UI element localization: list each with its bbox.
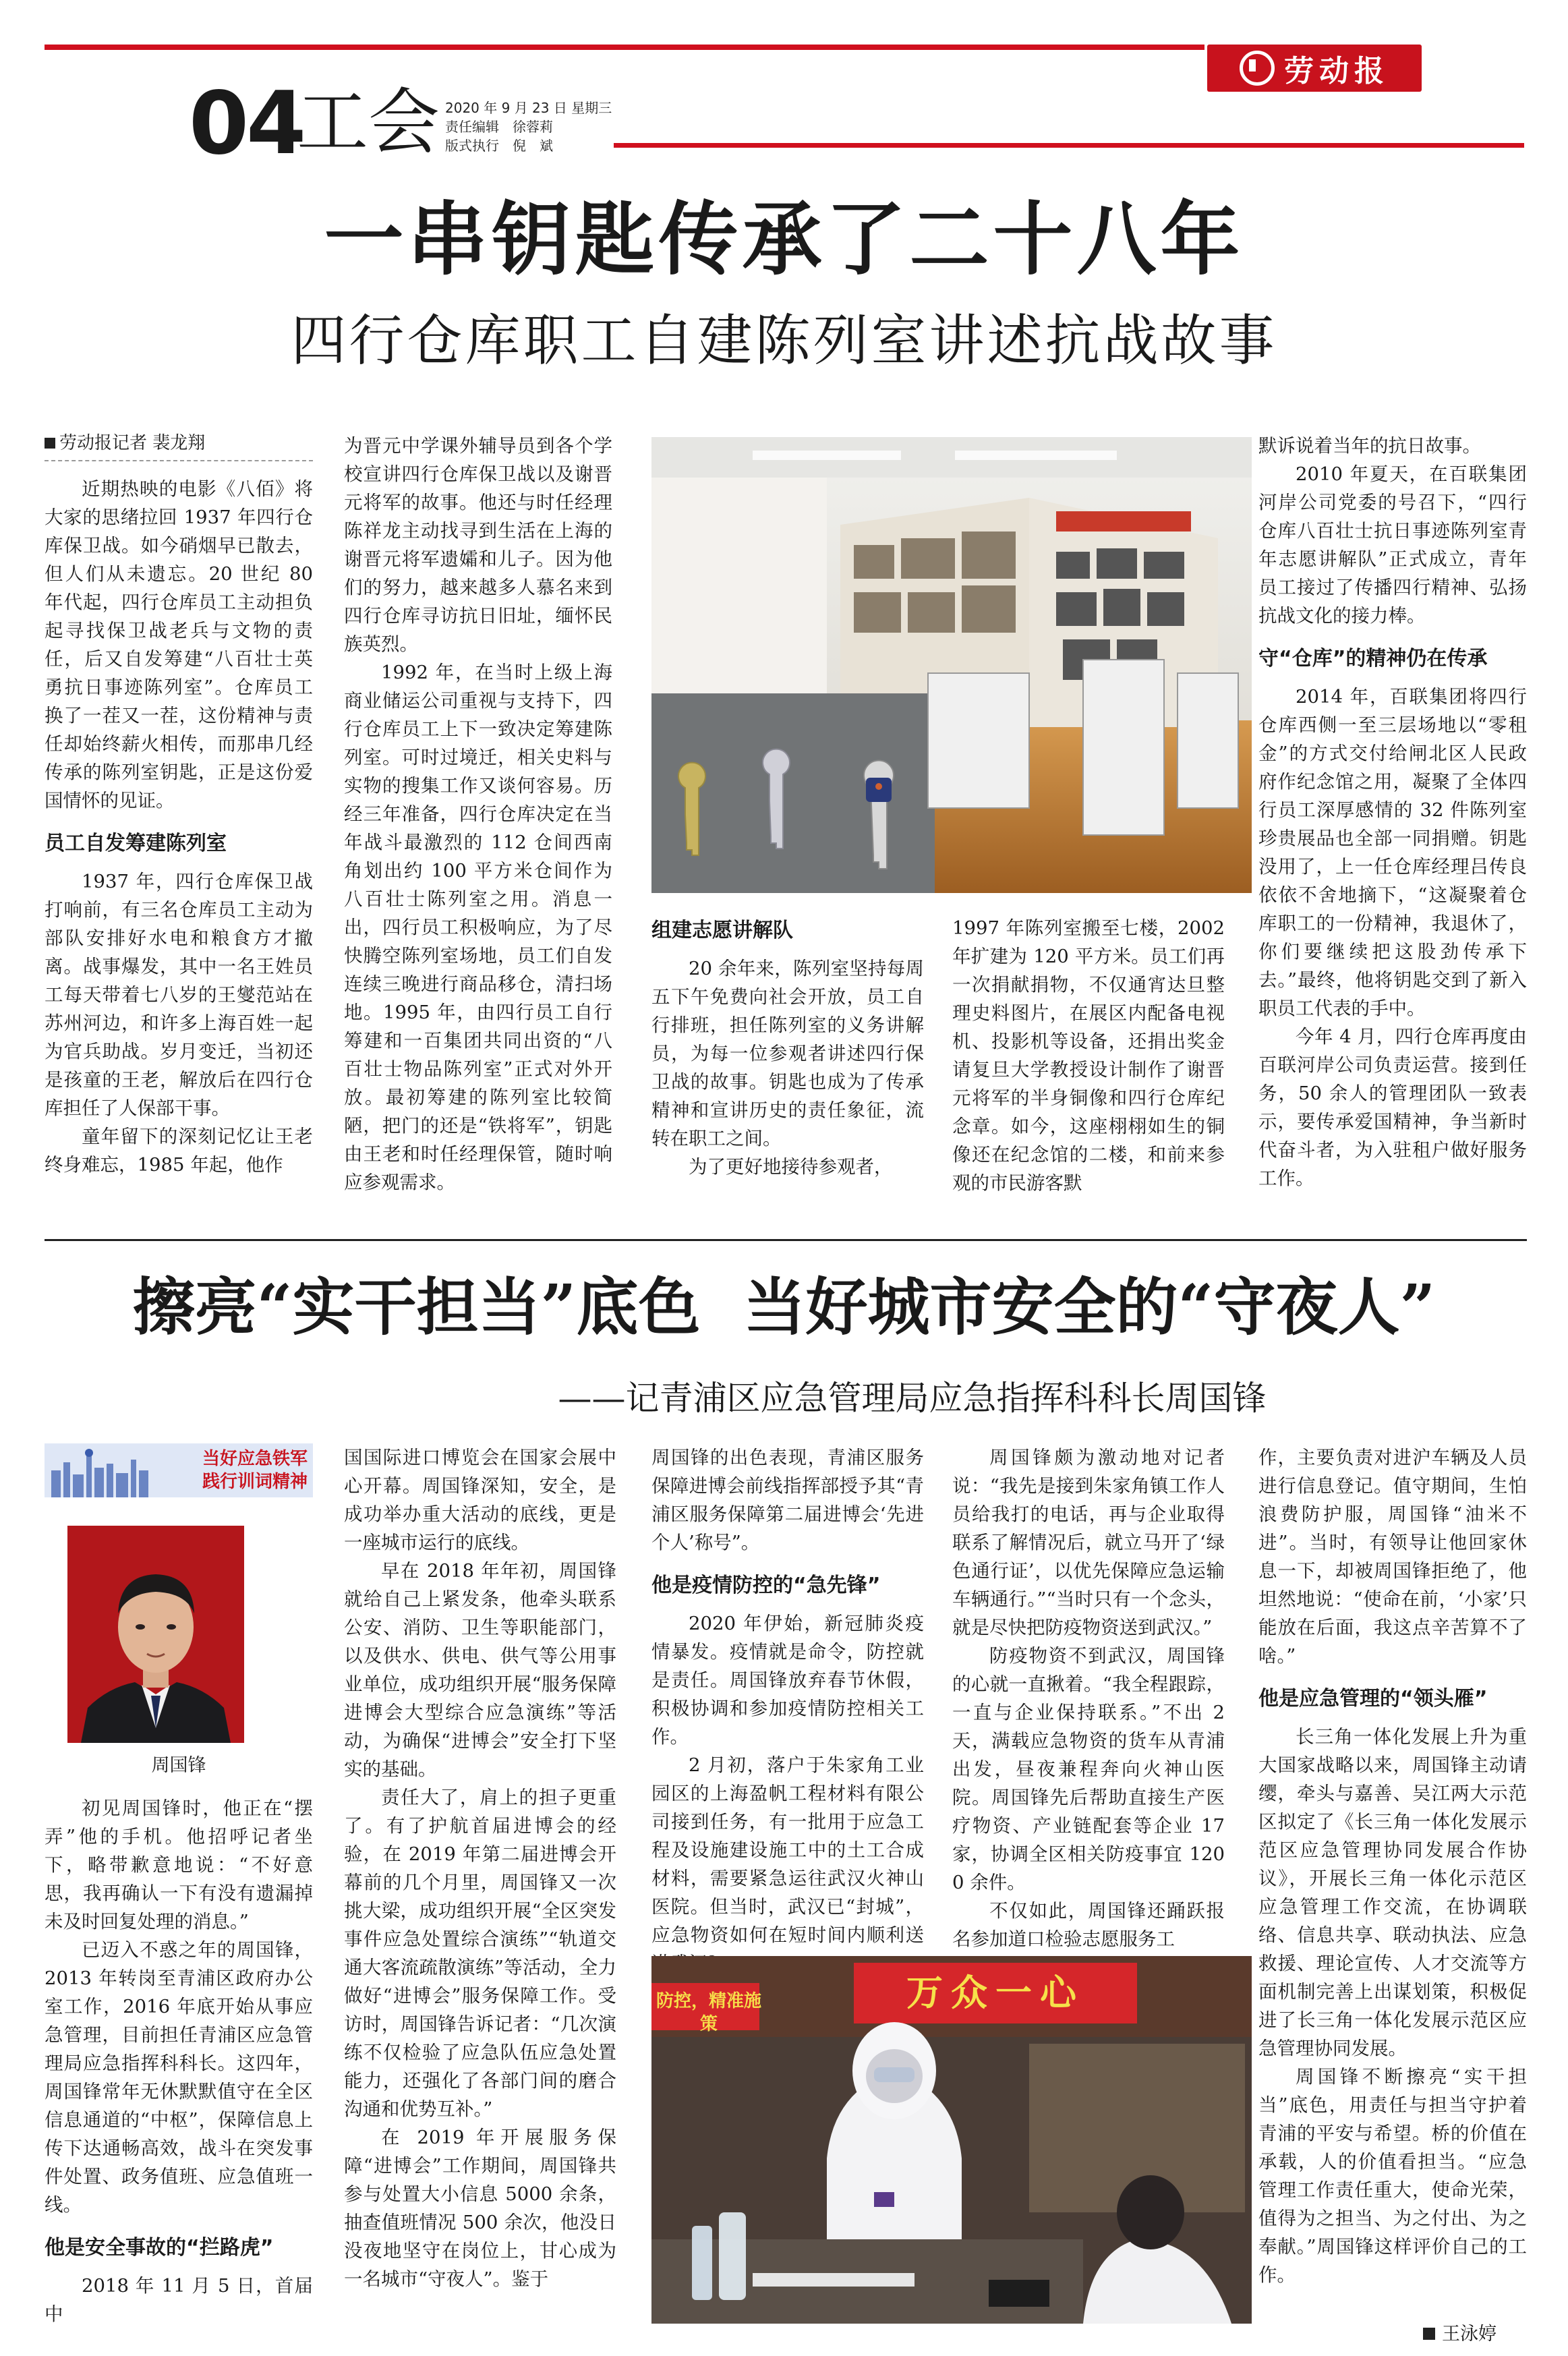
paragraph: 童年留下的深刻记忆让王老终身难忘，1985 年起，他作 — [45, 1126, 313, 1176]
portrait-caption: 周国锋 — [151, 1755, 206, 1776]
paragraph: 为了更好地接待参观者， — [689, 1156, 893, 1178]
top-red-rule — [45, 45, 1204, 50]
article1-column-5 — [1258, 432, 1527, 1194]
paragraph: 2010 年夏天，在百联集团河岸公司党委的号召下，“四行仓库八百壮士抗日事迹陈列室青年志愿讲解队”正式成立，青年员工接过了传播四行精神、弘扬抗战文化的接力棒。 — [1258, 463, 1527, 627]
article1-title: 一串钥匙传承了二十八年 — [324, 192, 1244, 286]
issue-date: 2020 年 9 月 23 日 星期三 — [445, 100, 612, 116]
paragraph: 作，主要负责对进沪车辆及人员进行信息登记。值守期间，生怕浪费防护服，周国锋“油米不进”。当时，有领导让他回家休息一下，却被周国锋拒绝了，他坦然地说：“使命在前，‘小家’只能放在后面，我这点辛苦算不了啥。” — [1258, 1447, 1527, 1667]
paragraph: 防疫物资不到武汉，周国锋的心就一直揪着。“我全程跟踪，一直与企业保持联系。”不出 2 天，满载应急物资的货车从青浦出发，昼夜兼程奔向火神山医院。周国锋先后帮助直接生产医疗物资、产业链配套等企业 17 家，协调全区相关防疫事宜 1200 余件。 — [952, 1645, 1225, 1893]
subheading: 守“仓库”的精神仍在传承 — [1258, 647, 1488, 670]
article2-title: 擦亮“实干担当”底色 当好城市安全的“守夜人” — [132, 1271, 1436, 1344]
exhibition-room-photo — [651, 437, 1252, 893]
paragraph: 已迈入不惑之年的周国锋，2013 年转岗至青浦区政府办公室工作，2016 年底开始从事应急管理，目前担任青浦区应急管理局应急指挥科科长。这四年，周国锋常年无休默默值守在全区信息通道的“中枢”，保障信息上传下达通畅高效，战斗在突发事件处置、政务值班、应急值班一线。 — [45, 1939, 313, 2216]
paragraph: 长三角一体化发展上升为重大国家战略以来，周国锋主动请缨，牵头与嘉善、吴江两大示范区拟定了《长三角一体化发展示范区应急管理协同发展合作协议》，开展长三角一体化示范区应急管理工作交流，在协调联络、信息共享、联动执法、应急救援、理论宣传、人才交流等方面机制完善上出谋划策，积极促进了长三角一体化发展示范区应急管理协同发展。 — [1258, 1726, 1527, 2059]
paragraph: 不仅如此，周国锋还踊跃报名参加道口检验志愿服务工 — [952, 1900, 1225, 1950]
section-name: 工会 — [297, 81, 440, 164]
editor-credit: 责任编辑 徐蓉莉 — [445, 119, 553, 135]
paragraph: 周国锋颇为激动地对记者说：“我先是接到朱家角镇工作人员给我打的电话，再与企业取得联系了解情况后，就立马开了‘绿色通行证’，以优先保障应急运输车辆通行。”“当时只有一个念头，就是尽快把防疫物资送到武汉。” — [952, 1447, 1225, 1638]
article1-column-1 — [45, 432, 313, 1194]
paragraph: 1992 年，在当时上级上海商业储运公司重视与支持下，四行仓库员工上下一致决定筹建陈列室。可时过境迁，相关史料与实物的搜集工作又谈何容易。历经三年准备，四行仓库决定在当年战斗最激烈的 112 仓间西南角划出约 100 平方米仓间作为八百壮士陈列室之用。消息一出，四行员工积极响应，为了尽快腾空陈列室场地，员工们自发连续三晚进行商品移仓，清扫场地。1995 年，由四行员工自行筹建和一百集团共同出资的“八百壮士物品陈列室”正式对外开放。最初筹建的陈列室比较简陋，把门的还是“铁将军”，钥匙由王老和时任经理保管，随时响应参观需求。 — [344, 662, 612, 1193]
article1-subtitle: 四行仓库职工自建陈列室讲述抗战故事 — [291, 309, 1277, 373]
paragraph: 2018 年 11 月 5 日，首届中 — [45, 2275, 313, 2325]
article2-column-2 — [344, 1443, 616, 2327]
exhibition-room-image — [651, 437, 1252, 893]
masthead-red-rule — [614, 143, 1524, 148]
layout-credit: 版式执行 倪 斌 — [445, 138, 553, 154]
paragraph: 周国锋的出色表现，青浦区服务保障进博会前线指挥部授予其“青浦区服务保障第二届进博会‘先进个人’称号”。 — [651, 1447, 924, 1553]
article2-column-4 — [952, 1443, 1225, 1950]
column-banner — [45, 1443, 313, 1497]
article2-column-5 — [1258, 1443, 1527, 2314]
paragraph: 责任大了，肩上的担子更重了。有了护航首届进博会的经验，在 2019 年第二届进博会开幕前的几个月里，周国锋又一次挑大梁，成功组织开展“全区突发事件应急处置综合演练”“轨道交通大客流疏散演练”等活动，全力做好“进博会”服务保障工作。受访时，周国锋告诉记者：“几次演练不仅检验了应急队伍应急处置能力，还强化了各部门间的磨合沟通和优势互补。” — [344, 1787, 616, 2120]
photo-banner-text: 万众一心 — [906, 1972, 1084, 2014]
epidemic-checkpoint-photo — [651, 1956, 1252, 2324]
article2-column-3 — [651, 1443, 924, 1946]
paragraph: 2020 年伊始，新冠肺炎疫情暴发。疫情就是命令，防控就是责任。周国锋放弃春节休假，积极协调和参加疫情防控相关工作。 — [651, 1613, 924, 1748]
logo-mark-icon — [1240, 51, 1275, 86]
subheading: 他是安全事故的“拦路虎” — [45, 2236, 274, 2260]
subheading: 他是应急管理的“领头雁” — [1258, 1687, 1488, 1711]
newspaper-logo — [1207, 45, 1422, 92]
paragraph: 20 余年来，陈列室坚持每周五下午免费向社会开放，员工自行排班，担任陈列室的义务讲解员，为每一位参观者讲述四行保卫战的故事。钥匙也成为了传承精神和宣讲历史的责任象征，流转在职工之间。 — [651, 958, 924, 1149]
article2-signature: 王泳婷 — [1423, 2319, 1497, 2345]
article1-byline: 劳动报记者 裴龙翔 — [45, 432, 313, 461]
article1-column-2 — [344, 432, 612, 1194]
article2-column-1 — [45, 1794, 313, 2327]
paragraph: 1997 年陈列室搬至七楼，2002 年扩建为 120 平方米。员工们再一次捐献捐物，不仅通宵达旦整理史料图片，在展区内配备电视机、投影机等设备，还捐出奖金请复旦大学教授设计制作了谢晋元将军的半身铜像和四行仓库纪念章。如今，这座栩栩如生的铜像还在纪念馆的二楼，和前来参观的市民游客默 — [952, 917, 1225, 1194]
paragraph: 在 2019 年开展服务保障“进博会”工作期间，周国锋共参与处置大小信息 5000 余条，抽查值班情况 500 余次，他没日没夜地坚守在岗位上，甘心成为一名城市“守夜人”。鉴于 — [344, 2127, 616, 2290]
subheading: 员工自发筹建陈列室 — [45, 832, 227, 855]
article-divider — [45, 1239, 1527, 1241]
paragraph: 为晋元中学课外辅导员到各个学校宣讲四行仓库保卫战以及谢晋元将军的故事。他还与时任经理陈祥龙主动找寻到生活在上海的谢晋元将军遗孀和儿子。因为他们的努力，越来越多人慕名来到四行仓库寻访抗日旧址，缅怀民族英烈。 — [344, 435, 612, 655]
paragraph: 默诉说着当年的抗日故事。 — [1258, 435, 1481, 457]
article1-column-4 — [952, 914, 1225, 1194]
portrait-photo — [67, 1526, 244, 1743]
paragraph: 今年 4 月，四行仓库再度由百联河岸公司负责运营。接到任务，50 余人的管理团队一致表示，要传承爱国精神，争当新时代奋斗者，为入驻租户做好服务工作。 — [1258, 1026, 1527, 1189]
photo-slogan: 防控，精准施策 — [656, 1991, 761, 2034]
subheading: 他是疫情防控的“急先锋” — [651, 1574, 881, 1597]
banner-line-1: 当好应急铁军 — [202, 1449, 308, 1469]
banner-line-2: 践行训词精神 — [202, 1472, 308, 1492]
portrait-image — [67, 1526, 244, 1743]
paragraph: 近期热映的电影《八佰》将大家的思绪拉回 1937 年四行仓库保卫战。如今硝烟早已散去，但人们从未遗忘。20 世纪 80 年代起，四行仓库员工主动担负起寻找保卫战老兵与文物的责任，后又自发筹建“八百壮士英勇抗日事迹陈列室”。仓库员工换了一茬又一茬，这份精神与责任却始终薪火相传，而那串几经传承的陈列室钥匙，正是这份爱国情怀的见证。 — [45, 478, 313, 811]
article2-subtitle: ——记青浦区应急管理局应急指挥科科长周国锋 — [558, 1379, 1267, 1418]
page-meta — [445, 98, 612, 155]
paragraph: 周国锋不断擦亮“实干担当”底色，用责任与担当守护着青浦的平安与希望。桥的价值在承载，人的价值看担当。“应急管理工作责任重大，使命光荣，值得为之担当、为之付出、为之奉献。”周国锋这样评价自己的工作。 — [1258, 2066, 1527, 2286]
subheading: 组建志愿讲解队 — [651, 919, 793, 942]
paragraph: 早在 2018 年年初，周国锋就给自己上紧发条，他牵头联系公安、消防、卫生等职能部门，以及供水、供电、供气等公用事业单位，成功组织开展“服务保障进博会大型综合应急演练”等活动，为确保“进博会”安全打下坚实的基础。 — [344, 1560, 616, 1780]
paragraph: 初见周国锋时，他正在“摆弄”他的手机。他招呼记者坐下，略带歉意地说：“不好意思，我再确认一下有没有遗漏掉未及时回复处理的消息。” — [45, 1798, 313, 1932]
paragraph: 1937 年，四行仓库保卫战打响前，有三名仓库员工主动为部队安排好水电和粮食方才撤离。战事爆发，其中一名王姓员工每天带着七八岁的王燮范站在苏州河边，和许多上海百姓一起为官兵助战。岁月变迁，当初还是孩童的王老，解放后在四行仓库担任了人保部干事。 — [45, 871, 313, 1119]
paragraph: 2 月初，落户于朱家角工业园区的上海盈帆工程材料有限公司接到任务，有一批用于应急工程及设施建设施工中的土工合成材料，需要紧急运往武汉火神山医院。但当时，武汉已“封城”，应急物资如何在短时间内顺利送 — [651, 1754, 924, 1946]
paragraph: 国国际进口博览会在国家会展中心开幕。周国锋深知，安全，是成功举办重大活动的底线，更是一座城市运行的底线。 — [344, 1447, 616, 1553]
article1-column-3 — [651, 914, 924, 1194]
logo-text: 劳动报 — [1284, 54, 1389, 88]
page-number: 04 — [189, 74, 304, 174]
paragraph: 2014 年，百联集团将四行仓库西侧一至三层场地以“零租金”的方式交付给闸北区人民政府作纪念馆之用，凝聚了全体四行员工深厚感情的 32 件陈列室珍贵展品也全部一同捐赠。钥匙没用了，上一任仓库经理吕传良依依不舍地摘下，“这凝聚着仓库职工的一份精神，我退休了，你们要继续把这股劲传承下去。”最终，他将钥匙交到了新入职员工代表的手中。 — [1258, 686, 1527, 1019]
